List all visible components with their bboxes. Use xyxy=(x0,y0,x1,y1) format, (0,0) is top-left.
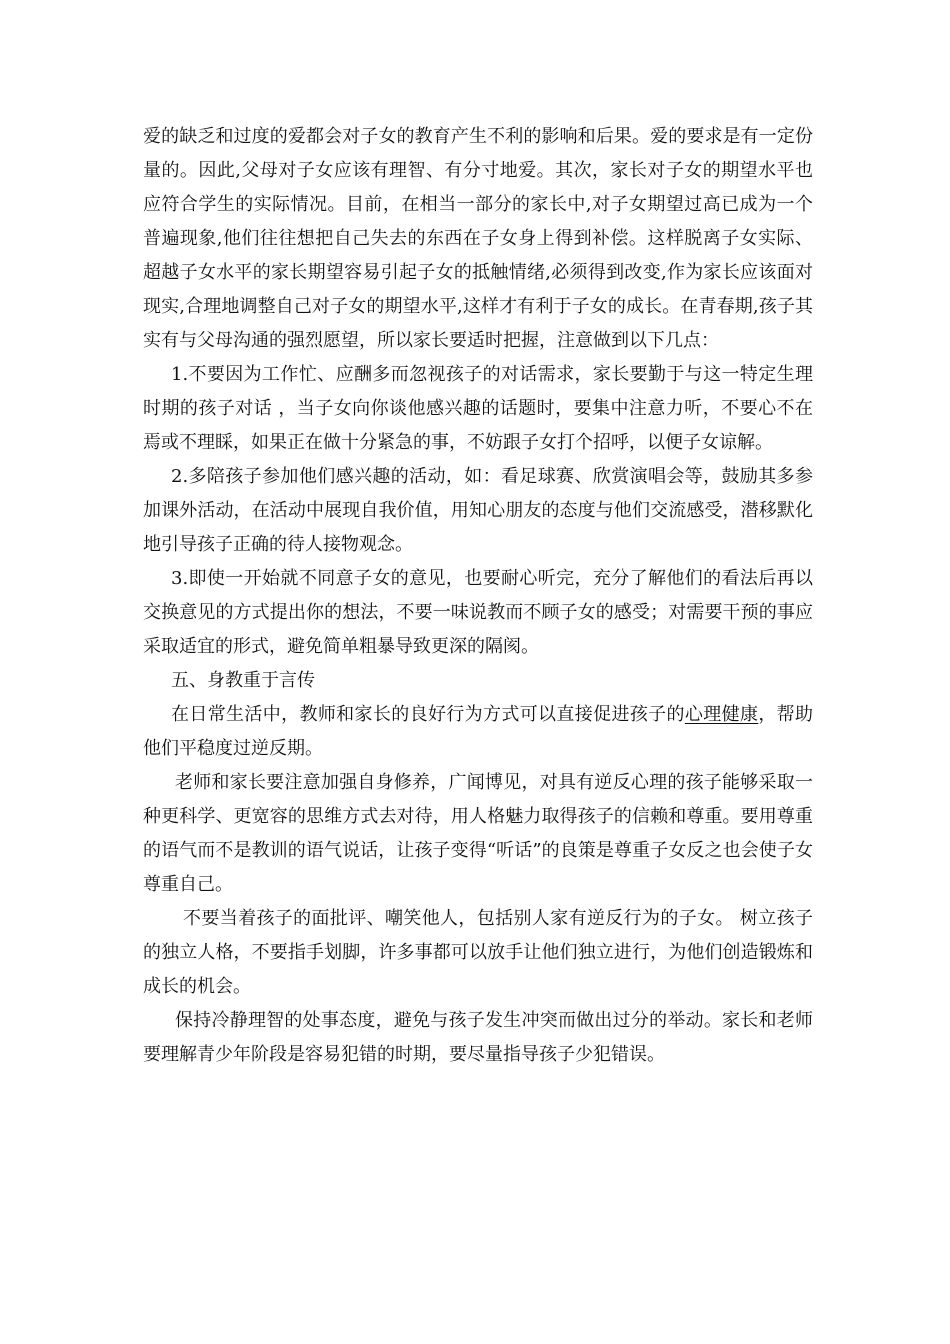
paragraph-parent-expectations: 爱的缺乏和过度的爱都会对子女的教育产生不利的影响和后果。爱的要求是有一定份量的。因此,父母对子女应该有理智、有分寸地爱。其次，家长对子女的期望水平也应符合学生的实际情况。目前，在相当一部分的家长中,对子女期望过高已成为一个普遍现象,他们往往想把自己失去的东西在子女身上得到补偿。这样脱离子女实际、超越子女水平的家长期望容易引起子女的抵触情绪,必须得到改变,作为家长应该面对现实,合理地调整自己对子女的期望水平,这样才有利于子女的成长。在青春期,孩子其实有与父母沟通的强烈愿望，所以家长要适时把握，注意做到以下几点： xyxy=(143,126,813,351)
paragraph-daily-life-text-before: 在日常生活中，教师和家长的良好行为方式可以直接促进孩子的 xyxy=(171,704,685,725)
document-body xyxy=(143,120,813,1072)
paragraph-daily-life-text-after: ，帮助他们平稳度过逆反期。 xyxy=(143,704,814,759)
section-heading-5: 五、身教重于言传 xyxy=(171,670,315,691)
paragraph-self-cultivation: 老师和家长要注意加强自身修养，广闻博见，对具有逆反心理的孩子能够采取一种更科学、更宽容的思维方式去对待，用人格魅力取得孩子的信赖和尊重。要用尊重的语气而不是教训的语气说话，让孩子变得“听话”的良策是尊重子女反之也会使子女尊重自己。 xyxy=(143,772,813,895)
paragraph-no-criticism: 不要当着孩子的面批评、嘲笑他人，包括别人家有逆反行为的子女。 树立孩子的独立人格，不要指手划脚，许多事都可以放手让他们独立进行，为他们创造锻炼和成长的机会。 xyxy=(143,908,813,997)
mental-health-link[interactable]: 心理健康 xyxy=(684,704,759,725)
list-item-3: 3.即使一开始就不同意子女的意见，也要耐心听完，充分了解他们的看法后再以交换意见的方式提出你的想法，不要一味说教而不顾子女的感受；对需要干预的事应采取适宜的形式，避免简单粗暴导致更深的隔阂。 xyxy=(143,568,813,657)
list-item-2: 2.多陪孩子参加他们感兴趣的活动，如：看足球赛、欣赏演唱会等，鼓励其多参加课外活动，在活动中展现自我价值，用知心朋友的态度与他们交流感受，潜移默化地引导孩子正确的待人接物观念。 xyxy=(143,466,813,555)
list-item-1: 1.不要因为工作忙、应酬多而忽视孩子的对话需求，家长要勤于与这一特定生理时期的孩子对话 ，当子女向你谈他感兴趣的话题时，要集中注意力听，不要心不在焉或不理睬，如果正在做十分紧急的事，不妨跟子女打个招呼，以便子女谅解。 xyxy=(143,364,813,453)
paragraph-daily-life xyxy=(143,698,813,766)
paragraph-calm-attitude: 保持冷静理智的处事态度，避免与孩子发生冲突而做出过分的举动。家长和老师要理解青少年阶段是容易犯错的时期，要尽量指导孩子少犯错误。 xyxy=(143,1010,813,1065)
